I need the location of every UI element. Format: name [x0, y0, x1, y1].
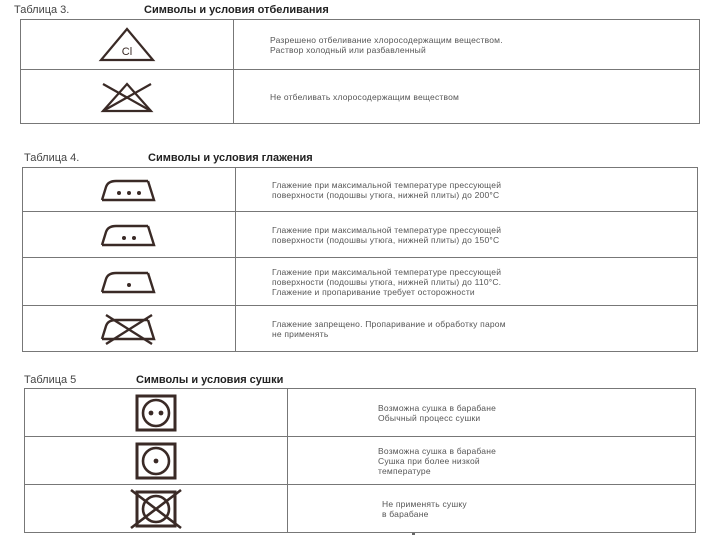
- description-cell: [288, 389, 696, 437]
- tumble-dry-two-dots-icon: [134, 393, 178, 433]
- icon-cell: [23, 306, 236, 352]
- table5-caption: [24, 374, 284, 386]
- table-row: [23, 258, 698, 306]
- icon-cell: [23, 168, 236, 212]
- description-line: Сушка при более низкой: [378, 455, 480, 466]
- table-row: [25, 485, 696, 533]
- table4-caption: [24, 152, 313, 164]
- table3-caption: [14, 4, 329, 16]
- description-line: поверхности (подошвы утюга, нижней плиты) до 200°С: [272, 189, 500, 200]
- table3-title: Символы и условия отбеливания: [144, 4, 329, 16]
- svg-text:Cl: Cl: [121, 45, 133, 58]
- description-line: Глажение и пропаривание требует осторожности: [272, 286, 475, 297]
- description-line: поверхности (подошвы утюга, нижней плиты) до 150°С: [272, 234, 500, 245]
- drying-table: [24, 388, 696, 533]
- table-row: [23, 168, 698, 212]
- iron-three-dots-icon: [96, 175, 162, 205]
- iron-one-dot-icon: [96, 267, 162, 297]
- crossed-tumble-dry-icon: [128, 488, 184, 530]
- description-line: Глажение при максимальной температуре прессующей: [272, 179, 502, 190]
- icon-cell: [21, 70, 234, 124]
- description-line: Разрешено отбеливание хлоросодержащим веществом.: [270, 34, 503, 45]
- table5-title: Символы и условия сушки: [136, 374, 284, 386]
- icon-cell: [23, 258, 236, 306]
- icon-cell: [25, 437, 288, 485]
- description-line: не применять: [272, 328, 329, 339]
- icon-cell: [25, 485, 288, 533]
- description-cell: [236, 306, 698, 352]
- table4-title: Символы и условия глажения: [148, 152, 313, 164]
- description-line: Возможна сушка в барабане: [378, 402, 497, 413]
- icon-cell: [21, 20, 234, 70]
- iron-two-dots-icon: [96, 220, 162, 250]
- table-row: [21, 70, 700, 124]
- description-cell: [234, 20, 700, 70]
- description-line: Не отбеливать хлоросодержащим веществом: [270, 91, 460, 102]
- table-row: [25, 437, 696, 485]
- table3-number: Таблица 3.: [14, 4, 70, 16]
- table-row: [23, 306, 698, 352]
- icon-cell: [25, 389, 288, 437]
- bleaching-table: [20, 19, 700, 124]
- description-line: Глажение при максимальной температуре прессующей: [272, 266, 502, 277]
- triangle-cl-icon: [97, 26, 157, 64]
- icon-cell: [23, 212, 236, 258]
- description-cell: [236, 168, 698, 212]
- description-cell: [234, 70, 700, 124]
- description-cell: [288, 437, 696, 485]
- description-line: Обычный процесс сушки: [378, 412, 481, 423]
- description-cell: [236, 212, 698, 258]
- description-line: поверхности (подошвы утюга, нижней плиты) до 110°С.: [272, 276, 502, 287]
- crossed-iron-icon: [96, 312, 162, 346]
- description-cell: [236, 258, 698, 306]
- description-line: в барабане: [382, 508, 429, 519]
- description-line: Не применять сушку: [382, 498, 467, 509]
- table5-number: Таблица 5: [24, 374, 77, 386]
- ironing-table: [22, 167, 698, 352]
- crossed-triangle-icon: [97, 80, 157, 114]
- description-cell: [288, 485, 696, 533]
- table-row: [23, 212, 698, 258]
- description-line: температуре: [378, 465, 431, 476]
- description-line: Раствор холодный или разбавленный: [270, 44, 426, 55]
- table-row: [21, 20, 700, 70]
- table4-number: Таблица 4.: [24, 152, 80, 164]
- tumble-dry-one-dot-icon: [134, 441, 178, 481]
- description-line: Глажение запрещено. Пропаривание и обработку паром: [272, 318, 506, 329]
- page-mark: [412, 533, 415, 535]
- table-row: [25, 389, 696, 437]
- description-line: Возможна сушка в барабане: [378, 445, 497, 456]
- description-line: Глажение при максимальной температуре прессующей: [272, 224, 502, 235]
